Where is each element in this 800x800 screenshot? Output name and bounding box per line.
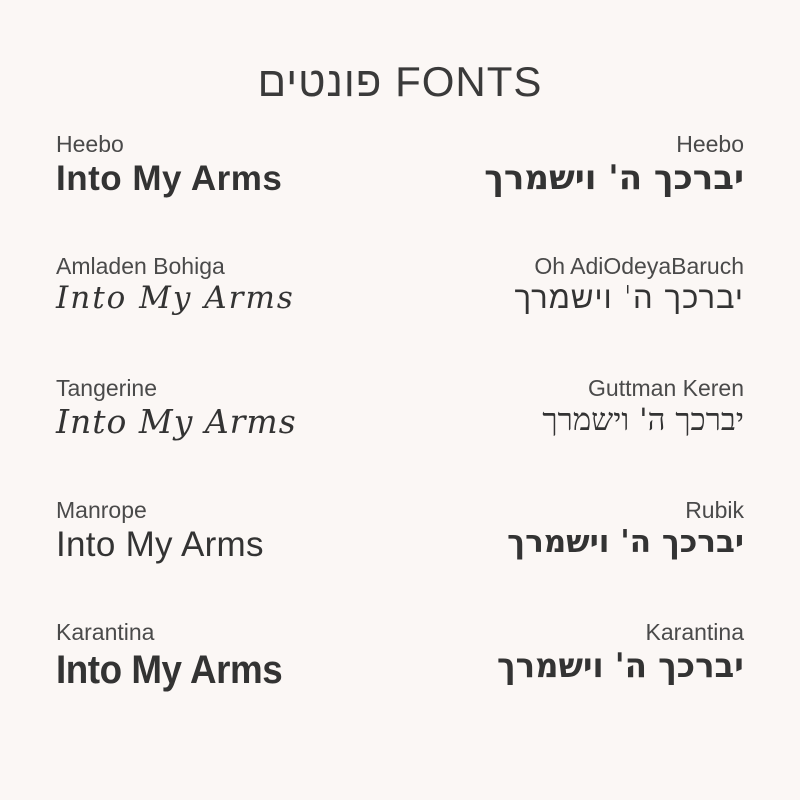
font-name-label: Rubik bbox=[685, 497, 744, 523]
font-sample-text: Into My Arms bbox=[56, 648, 283, 693]
font-specimen-tangerine[interactable] bbox=[56, 376, 386, 441]
font-rows bbox=[56, 132, 744, 770]
font-sample-text: יברכך ה' וישמרך bbox=[497, 646, 744, 687]
font-sample-text: Into My Arms bbox=[56, 402, 297, 442]
font-specimen-oh-adiodeyabaruch[interactable] bbox=[414, 254, 744, 317]
font-name-label: Karantina bbox=[56, 619, 155, 645]
font-row bbox=[56, 620, 744, 742]
font-specimen-amladen-bohiga[interactable] bbox=[56, 254, 386, 317]
font-sample-text: יברכך ה' וישמרך bbox=[507, 524, 744, 561]
font-specimen-heebo-latin[interactable] bbox=[56, 132, 386, 200]
font-sample-text: Into My Arms bbox=[56, 159, 283, 199]
font-specimen-heebo-hebrew[interactable] bbox=[414, 132, 744, 198]
font-sample-text: Into My Arms bbox=[56, 525, 264, 565]
font-sample-text: Into My Arms bbox=[56, 280, 295, 317]
font-name-label: Manrope bbox=[56, 497, 147, 523]
font-name-label: Heebo bbox=[56, 131, 124, 157]
page-title: פונטים FONTS bbox=[257, 58, 543, 105]
font-specimen-karantina-latin[interactable] bbox=[56, 620, 386, 693]
font-row bbox=[56, 498, 744, 620]
font-row bbox=[56, 254, 744, 376]
font-sample-text: יברכך ה' וישמרך bbox=[484, 158, 744, 199]
font-name-label: Karantina bbox=[645, 619, 744, 645]
font-specimen-karantina-hebrew[interactable] bbox=[414, 620, 744, 686]
font-name-label: Guttman Keren bbox=[588, 375, 744, 401]
font-row bbox=[56, 376, 744, 498]
font-row bbox=[56, 132, 744, 254]
font-name-label: Amladen Bohiga bbox=[56, 253, 225, 279]
font-sample-text: יברכך ה' וישמרך bbox=[542, 402, 744, 439]
font-specimen-guttman-keren[interactable] bbox=[414, 376, 744, 439]
font-name-label: Heebo bbox=[676, 131, 744, 157]
font-sample-text: יברכך ה' וישמרך bbox=[514, 280, 744, 317]
font-specimen-manrope[interactable] bbox=[56, 498, 386, 566]
font-specimen-rubik[interactable] bbox=[414, 498, 744, 561]
font-name-label: Oh AdiOdeyaBaruch bbox=[534, 253, 744, 279]
font-name-label: Tangerine bbox=[56, 375, 158, 401]
